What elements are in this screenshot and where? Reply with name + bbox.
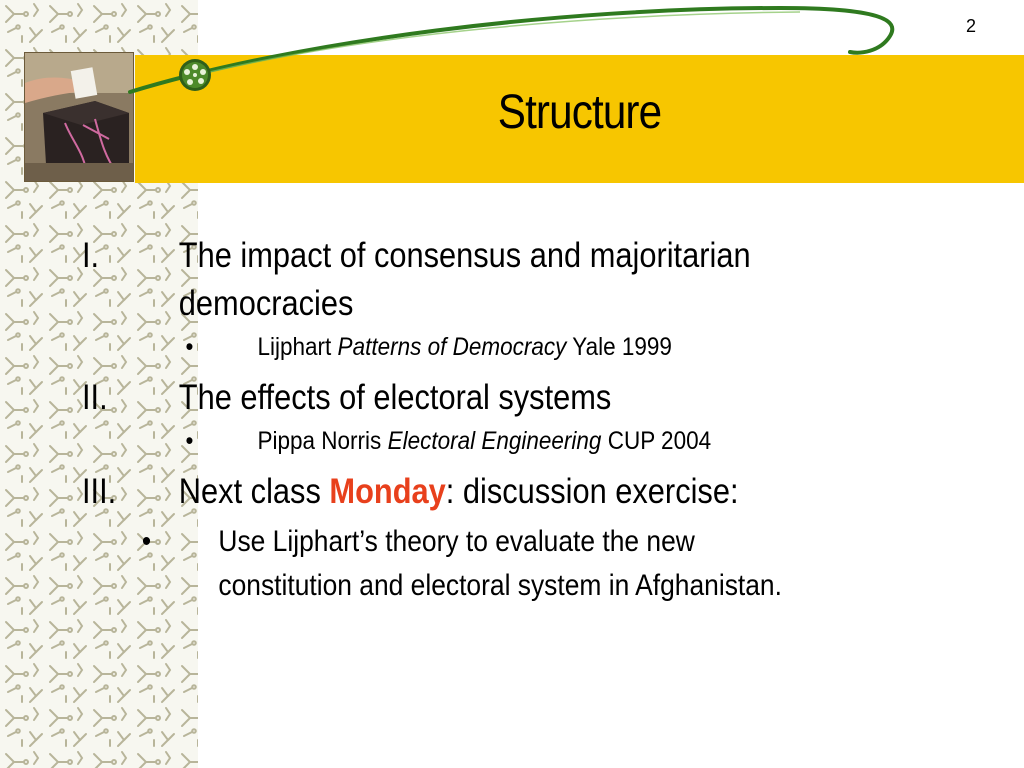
item-text bbox=[179, 468, 874, 516]
ballot-box-photo bbox=[24, 52, 134, 182]
outline-subitem-3 bbox=[82, 520, 874, 608]
bullet: • bbox=[185, 427, 194, 455]
page-number: 2 bbox=[965, 16, 976, 36]
reference-author: Pippa Norris bbox=[257, 427, 382, 455]
outline-item-3 bbox=[82, 468, 874, 516]
reference-publisher: Yale 1999 bbox=[572, 333, 672, 361]
outline-item-2 bbox=[82, 374, 874, 422]
bullet: • bbox=[185, 333, 194, 361]
outline-item-1 bbox=[82, 232, 874, 328]
outline-subitem-2 bbox=[82, 424, 892, 458]
bullet: • bbox=[141, 525, 152, 558]
reference-text bbox=[258, 330, 893, 364]
item-number: II. bbox=[82, 378, 108, 417]
exercise-text: constitution and electoral system in Afghanistan. bbox=[218, 569, 782, 602]
outline-list bbox=[82, 232, 982, 608]
slide-title: Structure bbox=[497, 86, 662, 139]
reference-work: Patterns of Democracy bbox=[337, 333, 567, 361]
item-text: The effects of electoral systems bbox=[178, 378, 612, 417]
item-suffix: : discussion exercise: bbox=[445, 472, 739, 511]
item-text: The impact of consensus and majoritarian bbox=[178, 236, 751, 275]
reference-publisher: CUP 2004 bbox=[607, 427, 712, 455]
item-prefix: Next class bbox=[178, 472, 321, 511]
item-number: I. bbox=[82, 236, 100, 275]
item-number: III. bbox=[82, 472, 117, 511]
outline-subitem-1 bbox=[82, 330, 892, 364]
reference-work: Electoral Engineering bbox=[387, 427, 602, 455]
reference-author: Lijphart bbox=[257, 333, 332, 361]
reference-text bbox=[258, 424, 893, 458]
exercise-text: Use Lijphart’s theory to evaluate the new bbox=[218, 525, 695, 558]
highlight-monday: Monday bbox=[329, 472, 446, 511]
item-text: democracies bbox=[178, 284, 354, 323]
